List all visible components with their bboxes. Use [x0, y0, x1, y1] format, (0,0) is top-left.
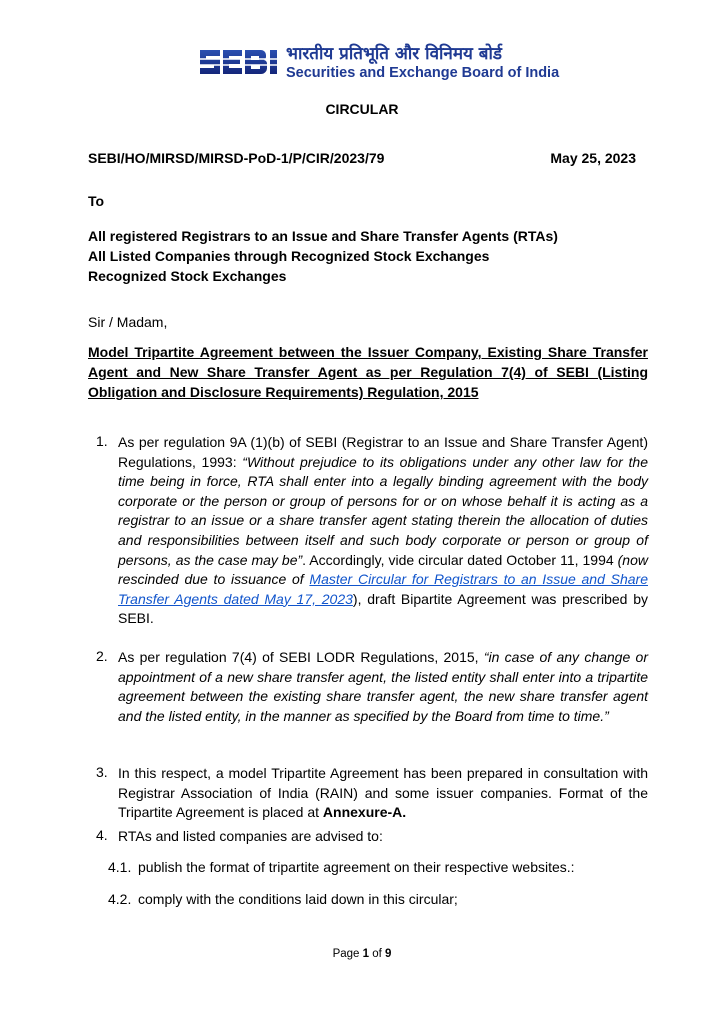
logo-text [286, 44, 559, 82]
subitem-number: 4.1. [108, 859, 132, 875]
paragraph-number: 2. [96, 648, 108, 664]
circular-reference: SEBI/HO/MIRSD/MIRSD-PoD-1/P/CIR/2023/79 [88, 150, 385, 166]
paragraph-text: RTAs and listed companies are advised to: [118, 828, 383, 844]
regulation-quote: “Without prejudice to its obligations under any other law for the time being in force, RTA shall enter into a legally binding agreement with the body corporate or the person or group of persons for or on whose behalf it is acting as a registrar to an issue or a share transfer agent stating therein the allocation of duties and responsibilities between itself and such body corporate or person or group of persons, as the case may be” [118, 453, 648, 568]
addressee-line: All Listed Companies through Recognized Stock Exchanges [88, 248, 490, 264]
annexure-reference: Annexure-A. [322, 804, 407, 821]
paragraph-text: ), draft Bipartite Agreement was prescribed by SEBI. [118, 590, 648, 627]
paragraph-number: 4. [96, 827, 108, 843]
paragraph-1 [118, 433, 648, 629]
paragraph-text: . Accordingly, vide circular dated October 11, 1994 [302, 551, 618, 568]
paragraph-3 [118, 764, 648, 823]
paragraph-text: (now rescinded due to issuance of [118, 551, 648, 588]
master-circular-link[interactable]: Master Circular for Registrars to an Issue and Share Transfer Agents dated May 17, 2023 [118, 571, 648, 607]
subject-heading: Model Tripartite Agreement between the Issuer Company, Existing Share Transfer Agent and New Share Transfer Agent as per Regulation 7(4) of SEBI (Listing Obligation and Disclosure Requirements) Regulation, 2015 [88, 344, 648, 400]
paragraph-4 [118, 827, 648, 847]
sebi-logo-mark [198, 44, 280, 80]
footer-prefix: Page [332, 948, 363, 960]
addressee-line: All registered Registrars to an Issue and Share Transfer Agents (RTAs) [88, 228, 558, 244]
subitem-text: publish the format of tripartite agreement on their respective websites.: [138, 859, 575, 875]
sebi-logo [198, 44, 560, 84]
logo-english-name: Securities and Exchange Board of India [286, 65, 560, 81]
addressee-line: Recognized Stock Exchanges [88, 268, 287, 284]
footer-middle: of [369, 948, 386, 960]
document-title: CIRCULAR [325, 101, 399, 117]
circular-date: May 25, 2023 [550, 150, 636, 166]
subitem-number: 4.2. [108, 891, 132, 907]
paragraph-text: As per regulation 9A (1)(b) of SEBI (Registrar to an Issue and Share Transfer Agent) Regulations, 1993: [118, 434, 648, 470]
current-page-number: 1 [362, 948, 370, 960]
page-footer [0, 948, 724, 960]
salutation: Sir / Madam, [88, 314, 168, 330]
paragraph-text: In this respect, a model Tripartite Agreement has been prepared in consultation with Registrar Association of India (RAIN) and some issuer companies. Format of the Tripartite Agreement is placed at [118, 765, 648, 821]
paragraph-number: 1. [96, 433, 108, 449]
paragraph-text: As per regulation 7(4) of SEBI LODR Regulations, 2015, [118, 649, 484, 665]
paragraph-number: 3. [96, 764, 108, 780]
to-label: To [88, 193, 105, 209]
logo-hindi-name: भारतीय प्रतिभूति और विनिमय बोर्ड [286, 44, 503, 64]
paragraph-2 [118, 648, 648, 726]
regulation-quote: “in case of any change or appointment of a new share transfer agent, the listed entity shall enter into a tripartite agreement between the existing share transfer agent, the new share transfer agent and the listed entity, in the manner as specified by the Board from time to time.” [118, 649, 648, 724]
total-page-count: 9 [385, 948, 392, 960]
subitem-text: comply with the conditions laid down in this circular; [138, 891, 458, 907]
